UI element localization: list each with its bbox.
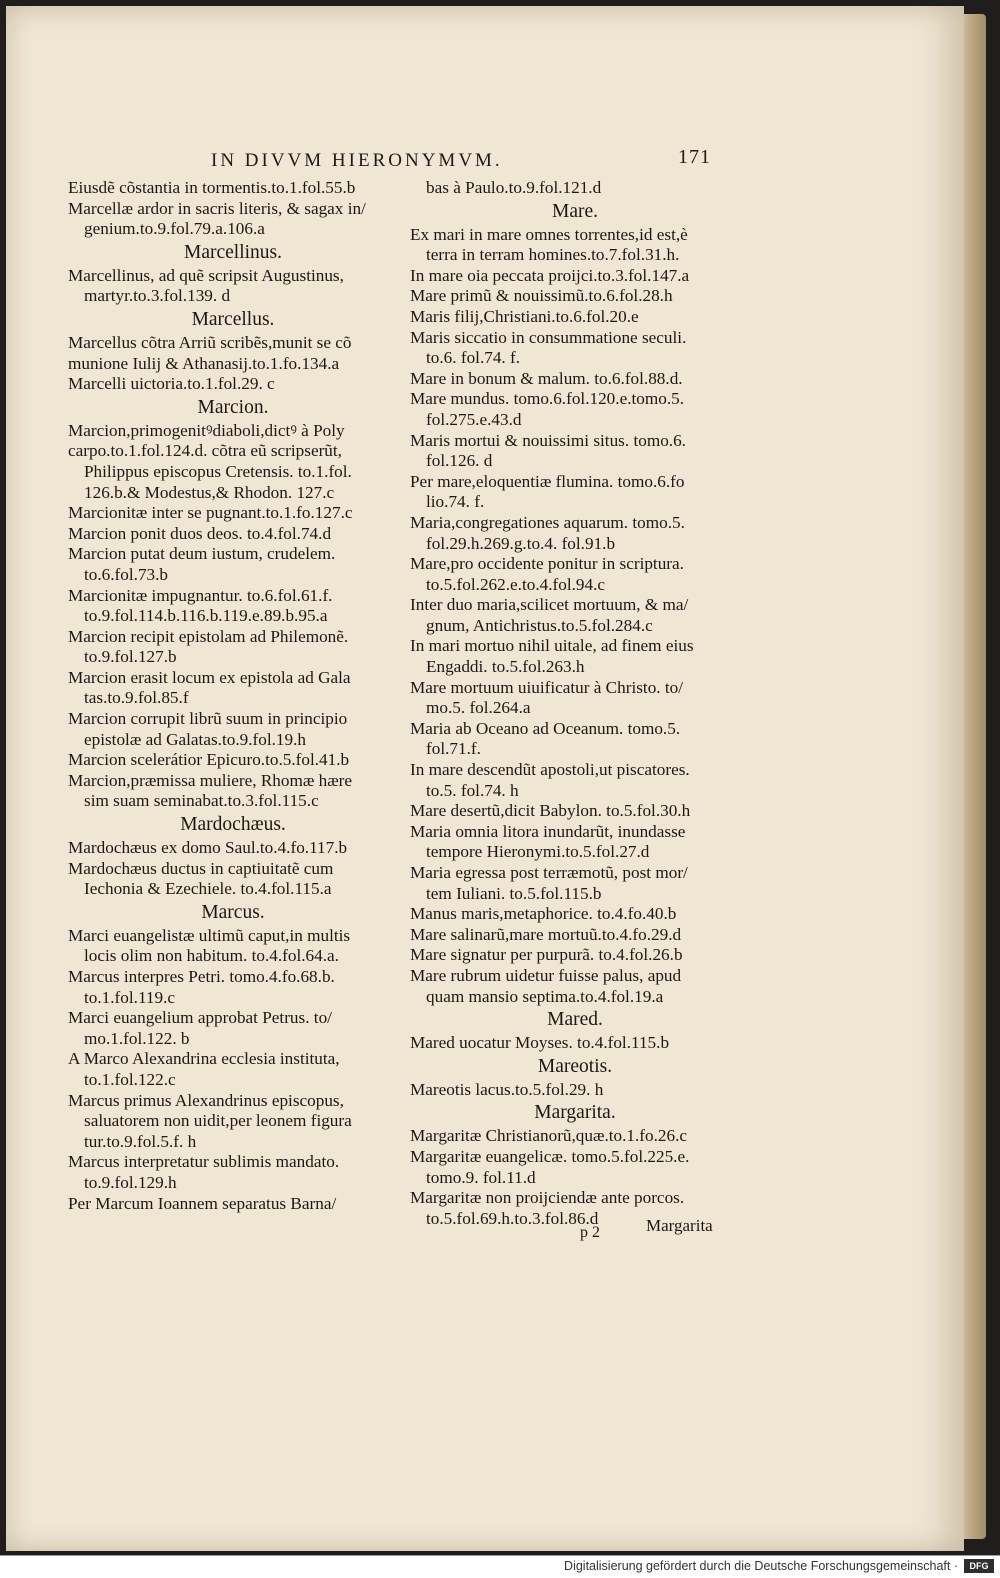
index-entry: Maria,congregationes aquarum. tomo.5. bbox=[410, 512, 685, 532]
index-entry-continuation: locis olim non habitum. to.4.fol.64.a. bbox=[84, 946, 339, 966]
index-entry: Marcus interpres Petri. tomo.4.fo.68.b. bbox=[68, 967, 335, 986]
index-entry: Marcion erasit locum ex epistola ad Gala bbox=[68, 667, 351, 687]
index-entry-continuation: mo.5. fol.264.a bbox=[426, 698, 531, 718]
index-entry-continuation: genium.to.9.fol.79.a.106.a bbox=[84, 219, 265, 239]
index-heading: Mared. bbox=[547, 1009, 603, 1031]
index-entry: Mareotis lacus.to.5.fol.29. h bbox=[410, 1079, 604, 1099]
index-entry-continuation: to.9.fol.127.b bbox=[84, 647, 177, 667]
index-entry: Marci euangelistæ ultimũ caput,in multis bbox=[68, 925, 351, 945]
index-entry-continuation: tem Iuliani. to.5.fol.115.b bbox=[426, 883, 602, 903]
index-entry: Marcion ponit duos deos. to.4.fol.74.d bbox=[68, 523, 332, 543]
footer-credit: Digitalisierung gefördert durch die Deutsche Forschungsgemeinschaft · bbox=[564, 1559, 958, 1573]
index-entry: Marcus interpretatur sublimis mandato. bbox=[68, 1152, 340, 1172]
index-entry: Per mare,eloquentiæ flumina. tomo.6.fo bbox=[410, 471, 685, 491]
index-entry: Mare mortuum uiuificatur à Christo. to/ bbox=[410, 677, 684, 697]
index-heading: Marcellinus. bbox=[183, 241, 282, 263]
index-entry-continuation: to.9.fol.129.h bbox=[84, 1172, 177, 1192]
printer-signature: p 2 bbox=[580, 1224, 600, 1241]
index-entry: Per Marcum Ioannem separatus Barna/ bbox=[68, 1193, 337, 1213]
index-heading: Marcus. bbox=[201, 901, 265, 923]
index-entry: Mare signatur per purpurã. to.4.fol.26.b bbox=[410, 945, 683, 965]
index-entry: Marci euangelium approbat Petrus. to/ bbox=[68, 1008, 332, 1028]
index-entry: Mare rubrum uidetur fuisse palus, apud bbox=[410, 965, 682, 985]
index-entry: Marcionitæ impugnantur. to.6.fol.61.f. bbox=[68, 585, 333, 605]
index-entry-continuation: epistolæ ad Galatas.to.9.fol.19.h bbox=[84, 729, 306, 749]
index-entry: Marcion corrupit librũ suum in principio bbox=[68, 709, 348, 729]
index-entry-continuation: lio.74. f. bbox=[426, 492, 485, 512]
index-entry-continuation: fol.71.f. bbox=[426, 739, 481, 759]
index-entry: munione Iulij & Athanasij.to.1.fo.134.a bbox=[68, 353, 340, 373]
index-entry: Mare salinarũ,mare mortuũ.to.4.fo.29.d bbox=[410, 924, 682, 944]
index-entry-continuation: 126.b.& Modestus,& Rhodon. 127.c bbox=[84, 482, 335, 502]
dfg-logo: DFG bbox=[964, 1559, 994, 1573]
index-entry: Marcellinus, ad quẽ scripsit Augustinus, bbox=[68, 265, 344, 285]
index-heading: Marcion. bbox=[197, 396, 269, 418]
index-entry-continuation: tomo.9. fol.11.d bbox=[426, 1167, 536, 1187]
index-entry: Marcellus cõtra Arriũ scribẽs,munit se cõ bbox=[68, 332, 352, 352]
index-entry: Inter duo maria,scilicet mortuum, & ma/ bbox=[410, 595, 689, 615]
index-entry: Mardochæus ductus in captiuitatẽ cum bbox=[68, 858, 334, 878]
book-page bbox=[6, 6, 964, 1551]
index-column-left bbox=[68, 178, 398, 1214]
index-entry-continuation: to.6. fol.74. f. bbox=[426, 348, 521, 368]
index-entry-continuation: tempore Hieronymi.to.5.fol.27.d bbox=[426, 842, 650, 862]
index-entry-continuation: Philippus episcopus Cretensis. to.1.fol. bbox=[84, 461, 352, 481]
index-entry: In mare oia peccata proijci.to.3.fol.147.a bbox=[410, 265, 690, 285]
index-entry: Maris siccatio in consummatione seculi. bbox=[410, 327, 687, 347]
index-entry-continuation: to.1.fol.122.c bbox=[84, 1069, 176, 1089]
index-entry-continuation: quam mansio septima.to.4.fol.19.a bbox=[426, 986, 664, 1006]
index-entry-continuation: martyr.to.3.fol.139. d bbox=[84, 286, 231, 306]
index-entry: Mare primũ & nouissimũ.to.6.fol.28.h bbox=[410, 286, 673, 306]
page-number: 171 bbox=[678, 146, 711, 168]
index-entry: Mare,pro occidente ponitur in scriptura. bbox=[410, 554, 684, 574]
index-entry-continuation: sim suam seminabat.to.3.fol.115.c bbox=[84, 791, 319, 811]
index-entry: Maria omnia litora inundarũt, inundasse bbox=[410, 821, 686, 841]
index-entry: Marcion recipit epistolam ad Philemonẽ. bbox=[68, 626, 349, 646]
index-entry-continuation: to.5.fol.69.h.to.3.fol.86.d bbox=[426, 1208, 599, 1228]
index-entry: In mare descendũt apostoli,ut piscatores. bbox=[410, 760, 690, 780]
index-entry: Mared uocatur Moyses. to.4.fol.115.b bbox=[410, 1033, 670, 1053]
digitization-footer bbox=[0, 1555, 1000, 1578]
index-entry-continuation: fol.29.h.269.g.to.4. fol.91.b bbox=[426, 533, 616, 553]
index-entry-continuation: mo.1.fol.122. b bbox=[84, 1028, 190, 1048]
index-entry: Mare in bonum & malum. to.6.fol.88.d. bbox=[410, 368, 683, 388]
index-entry-continuation: Engaddi. to.5.fol.263.h bbox=[426, 657, 585, 677]
index-entry-continuation: Iechonia & Ezechiele. to.4.fol.115.a bbox=[84, 879, 332, 899]
index-entry: Marcus primus Alexandrinus episcopus, bbox=[68, 1090, 344, 1110]
index-entry: A Marco Alexandrina ecclesia instituta, bbox=[68, 1049, 340, 1069]
index-entry: carpo.to.1.fol.124.d. cõtra eũ scripserũt, bbox=[68, 441, 342, 461]
index-entry-continuation: saluatorem non uidit,per leonem figura bbox=[84, 1111, 352, 1131]
index-heading: Margarita. bbox=[534, 1102, 616, 1124]
index-entry-continuation: fol.126. d bbox=[426, 451, 493, 471]
index-entry: Mare desertũ,dicit Babylon. to.5.fol.30.h bbox=[410, 801, 691, 821]
index-entry: Maris filij,Christiani.to.6.fol.20.e bbox=[410, 306, 639, 326]
index-entry: Marcion scelerátior Epicuro.to.5.fol.41.b bbox=[68, 750, 350, 770]
index-entry-continuation: terra in terram homines.to.7.fol.31.h. bbox=[426, 245, 680, 265]
index-entry-continuation: to.1.fol.119.c bbox=[84, 987, 176, 1007]
index-entry-continuation: to.9.fol.114.b.116.b.119.e.89.b.95.a bbox=[84, 606, 328, 626]
page-edge bbox=[964, 14, 986, 1539]
index-heading: Mare. bbox=[551, 200, 599, 222]
index-entry: Marcelli uictoria.to.1.fol.29. c bbox=[68, 374, 275, 394]
index-heading: Mardochæus. bbox=[180, 814, 286, 836]
index-entry-continuation: tas.to.9.fol.85.f bbox=[84, 688, 189, 708]
index-entry: Marcion putat deum iustum, crudelem. bbox=[68, 544, 336, 564]
index-entry: Marcionitæ inter se pugnant.to.1.fo.127.c bbox=[68, 503, 353, 523]
index-entry: Mare mundus. tomo.6.fol.120.e.tomo.5. bbox=[410, 389, 685, 409]
index-entry: Margaritæ euangelicæ. tomo.5.fol.225.e. bbox=[410, 1146, 690, 1166]
index-heading: Marcellus. bbox=[191, 308, 275, 330]
index-entry: Maris mortui & nouissimi situs. tomo.6. bbox=[410, 430, 686, 450]
index-entry: Manus maris,metaphorice. to.4.fo.40.b bbox=[410, 904, 677, 924]
index-entry: Margaritæ non proijciendæ ante porcos. bbox=[410, 1188, 685, 1208]
index-entry: In mari mortuo nihil uitale, ad finem eius bbox=[410, 636, 694, 656]
index-entry-continuation: to.5. fol.74. h bbox=[426, 780, 519, 800]
index-entry-continuation: to.5.fol.262.e.to.4.fol.94.c bbox=[426, 574, 606, 594]
index-entry: Ex mari in mare omnes torrentes,id est,è bbox=[410, 224, 688, 244]
index-entry: Mardochæus ex domo Saul.to.4.fo.117.b bbox=[68, 838, 348, 858]
catchword: Margarita bbox=[646, 1216, 713, 1235]
index-entry: Maria egressa post terræmotũ, post mor/ bbox=[410, 863, 688, 882]
index-entry: Marcion,præmissa muliere, Rhomæ hære bbox=[68, 770, 353, 790]
index-entry: Marcellæ ardor in sacris literis, & sagax in/ bbox=[68, 198, 366, 218]
index-entry-continuation: gnum, Antichristus.to.5.fol.284.c bbox=[426, 615, 653, 635]
index-entry-continuation: tur.to.9.fol.5.f. h bbox=[84, 1131, 197, 1151]
index-entry-continuation: bas à Paulo.to.9.fol.121.d bbox=[426, 178, 602, 197]
index-heading: Mareotis. bbox=[537, 1055, 613, 1077]
index-entry: Margaritæ Christianorũ,quæ.to.1.fo.26.c bbox=[410, 1126, 688, 1146]
index-entry: Eiusdẽ cõstantia in tormentis.to.1.fol.55.b bbox=[68, 178, 356, 197]
index-column-right bbox=[410, 178, 740, 1229]
index-entry-continuation: to.6.fol.73.b bbox=[84, 564, 169, 584]
running-header: IN DIVVM HIERONYMVM. bbox=[211, 150, 503, 171]
index-entry: Maria ab Oceano ad Oceanum. tomo.5. bbox=[410, 718, 681, 738]
index-entry: Marcion,primogenitꝰdiaboli,dictꝰ à Poly bbox=[68, 420, 345, 440]
index-entry-continuation: fol.275.e.43.d bbox=[426, 409, 522, 429]
